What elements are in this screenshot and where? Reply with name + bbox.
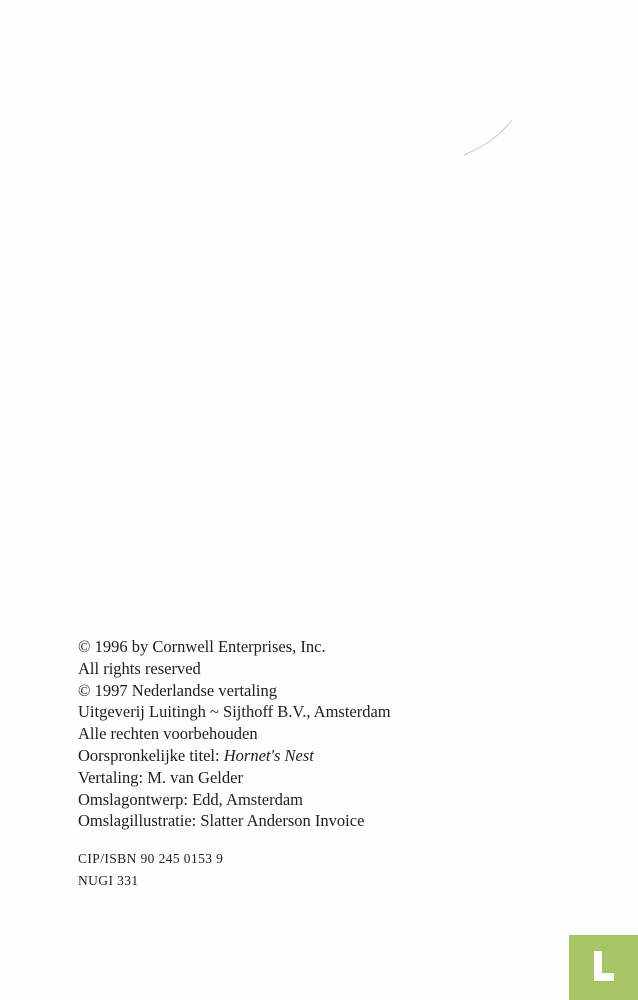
isbn-line: CIP/ISBN 90 245 0153 9 [78, 851, 224, 866]
pencil-mark-icon [462, 118, 514, 158]
lastdodo-logo-icon [591, 949, 617, 983]
original-title-label: Oorspronkelijke titel: [78, 745, 224, 765]
rights-dutch-line: Alle rechten voorbehouden [78, 724, 258, 744]
original-title: Hornet's Nest [223, 745, 314, 765]
cover-illustration-line: Omslagillustratie: Slatter Anderson Invoice [78, 811, 365, 831]
translation-copyright-line: © 1997 Nederlandse vertaling [78, 680, 278, 700]
publisher-line: Uitgeverij Luitingh ~ Sijthoff B.V., Amsterdam [78, 702, 391, 722]
rights-line: All rights reserved [78, 658, 201, 678]
nugi-line: NUGI 331 [78, 873, 139, 888]
catalog-block [78, 848, 223, 892]
original-title-line [78, 745, 391, 767]
copyright-block [78, 636, 391, 832]
watermark-stamp [569, 935, 638, 1000]
cover-design-line: Omslagontwerp: Edd, Amsterdam [78, 789, 304, 809]
translator-line: Vertaling: M. van Gelder [78, 767, 243, 787]
copyright-line: © 1996 by Cornwell Enterprises, Inc. [78, 637, 326, 656]
